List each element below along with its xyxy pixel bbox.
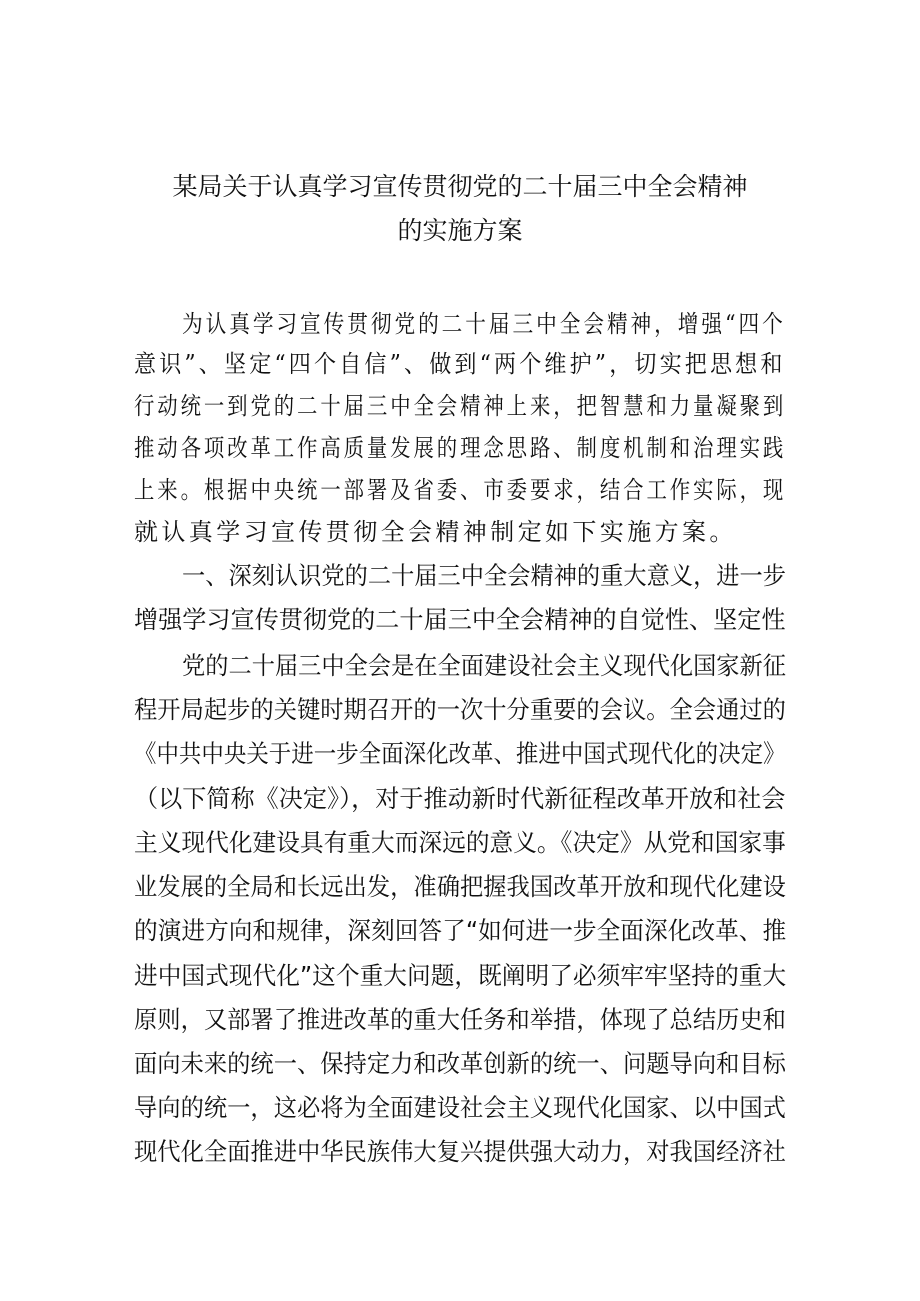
body-line: 原则，又部署了推进改革的重大任务和举措，体现了总结历史和 xyxy=(134,1005,786,1034)
section-heading-line: 增强学习宣传贯彻党的二十届三中全会精神的自觉性、坚定性 xyxy=(134,605,786,634)
document-title-line-2: 的实施方案 xyxy=(397,216,523,245)
body-line: 面向未来的统一、保持定力和改革创新的统一、问题导向和目标 xyxy=(134,1049,786,1078)
document-title-line-1: 某局关于认真学习宣传贯彻党的二十届三中全会精神 xyxy=(172,172,748,201)
body-line: 程开局起步的关键时期召开的一次十分重要的会议。全会通过的 xyxy=(134,695,786,724)
body-line: 的演进方向和规律，深刻回答了“如何进一步全面深化改革、推 xyxy=(134,916,787,945)
intro-line: 推动各项改革工作高质量发展的理念思路、制度机制和治理实践 xyxy=(134,434,787,462)
intro-line: 上来。根据中央统一部署及省委、市委要求，结合工作实际，现 xyxy=(134,476,787,504)
intro-line: 为认真学习宣传贯彻党的二十届三中全会精神，增强“四个 xyxy=(182,310,786,338)
intro-line: 行动统一到党的二十届三中全会精神上来，把智慧和力量凝聚到 xyxy=(134,392,787,420)
body-line: 党的二十届三中全会是在全面建设社会主义现代化国家新征 xyxy=(182,651,787,680)
intro-line: 就认真学习宣传贯彻全会精神制定如下实施方案。 xyxy=(134,518,737,546)
body-line: 《中共中央关于进一步全面深化改革、推进中国式现代化的决定》 xyxy=(134,739,786,768)
intro-line: 意识”、坚定“四个自信”、做到“两个维护”，切实把思想和 xyxy=(134,350,786,378)
body-line: 业发展的全局和长远出发，准确把握我国改革开放和现代化建设 xyxy=(134,872,786,901)
body-line: 主义现代化建设具有重大而深远的意义。《决定》从党和国家事 xyxy=(134,828,786,857)
body-line: 现代化全面推进中华民族伟大复兴提供强大动力，对我国经济社 xyxy=(134,1137,786,1166)
body-line: 导向的统一，这必将为全面建设社会主义现代化国家、以中国式 xyxy=(134,1093,786,1122)
body-line: 进中国式现代化”这个重大问题，既阐明了必须牢牢坚持的重大 xyxy=(134,961,787,990)
section-heading-line: 一、深刻认识党的二十届三中全会精神的重大意义，进一步 xyxy=(182,561,787,590)
body-line: （以下简称《决定》），对于推动新时代新征程改革开放和社会 xyxy=(134,784,786,813)
